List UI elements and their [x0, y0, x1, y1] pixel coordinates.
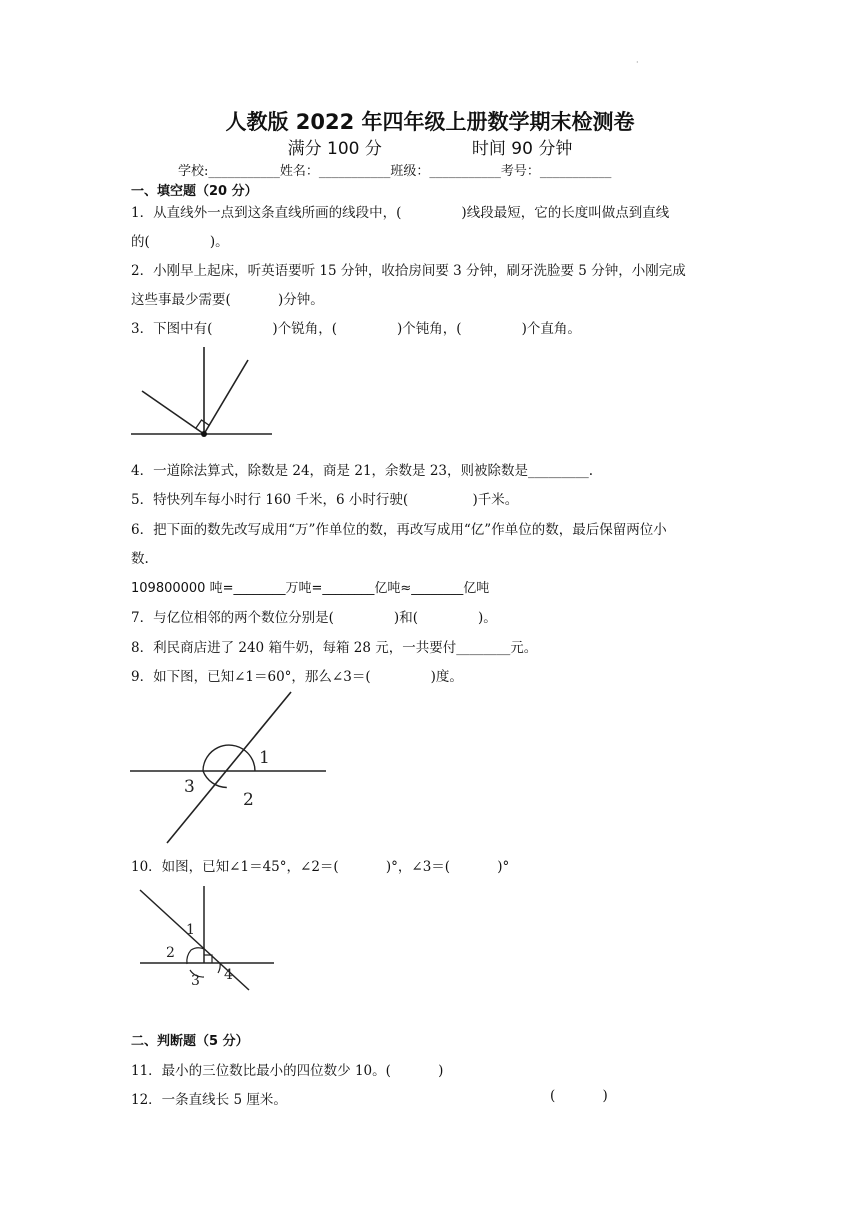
- question-9: 9．如下图，已知∠1＝60°，那么∠3＝( )度。: [131, 669, 463, 685]
- exam-subtitle: [0, 134, 860, 159]
- q10-label-3: 3: [191, 973, 200, 989]
- question-12: 12．一条直线长 5 厘米。: [131, 1092, 287, 1108]
- q9-label-1: 1: [259, 748, 270, 768]
- page-dot: ·: [636, 58, 639, 67]
- exam-title: 人教版 2022 年四年级上册数学期末检测卷: [225, 110, 635, 134]
- question-7: 7．与亿位相邻的两个数位分别是( )和( )。: [131, 610, 497, 626]
- q9-slanted-line: [167, 692, 291, 843]
- time-limit: 时间 90 分钟: [471, 139, 573, 159]
- question-11: 11．最小的三位数比最小的四位数少 10。( ): [131, 1063, 444, 1079]
- q9-label-3: 3: [184, 777, 195, 797]
- q10-label-2: 2: [166, 945, 175, 961]
- q3-right-ray: [204, 360, 248, 434]
- question-6-line-3: 109800000 吨=________万吨=________亿吨≈________亿吨: [131, 581, 490, 596]
- q9-label-2: 2: [243, 790, 254, 810]
- question-4: 4．一道除法算式，除数是 24，商是 21，余数是 23，则被除数是_________.: [131, 463, 594, 479]
- figure-q9-intersecting-lines: [125, 688, 335, 848]
- question-2-line-2: 这些事最少需要( )分钟。: [131, 292, 324, 308]
- question-10: 10．如图，已知∠1＝45°，∠2＝( )°，∠3＝( )°: [131, 859, 510, 875]
- q10-label-4: 4: [224, 967, 233, 983]
- question-2-line-1: 2．小刚早上起床，听英语要听 15 分钟，收拾房间要 3 分钟，刷牙洗脸要 5 分钟，小刚完成: [131, 263, 686, 279]
- q10-right-angle-mark: [204, 955, 212, 963]
- question-8: 8．利民商店进了 240 箱牛奶，每箱 28 元，一共要付________元。: [131, 640, 538, 656]
- section-fill-blank-heading: 一、填空题（20 分）: [131, 184, 258, 199]
- question-5: 5．特快列车每小时行 160 千米，6 小时行驶( )千米。: [131, 492, 519, 508]
- section-true-false-heading: 二、判断题（5 分）: [131, 1034, 249, 1049]
- question-3: 3．下图中有( )个锐角，( )个钝角，( )个直角。: [131, 321, 581, 337]
- q3-left-ray: [142, 391, 204, 434]
- q3-vertex-point: [201, 431, 207, 437]
- question-12-answer-bracket: ( ): [550, 1088, 608, 1104]
- student-info-line: 学校:___________姓名：___________班级：___________考号：___________: [178, 164, 612, 179]
- question-1-line-2: 的( )。: [131, 234, 229, 250]
- figure-q10-angles: [130, 880, 280, 992]
- figure-q3-angles: [125, 340, 285, 445]
- q10-label-1: 1: [186, 922, 195, 938]
- question-6-line-2: 数.: [131, 551, 149, 567]
- question-6-line-1: 6．把下面的数先改写成用“万”作单位的数，再改写成用“亿”作单位的数，最后保留两位小: [131, 522, 667, 538]
- question-1-line-1: 1．从直线外一点到这条直线所画的线段中，( )线段最短，它的长度叫做点到直线: [131, 205, 670, 221]
- full-score: 满分 100 分: [287, 139, 382, 159]
